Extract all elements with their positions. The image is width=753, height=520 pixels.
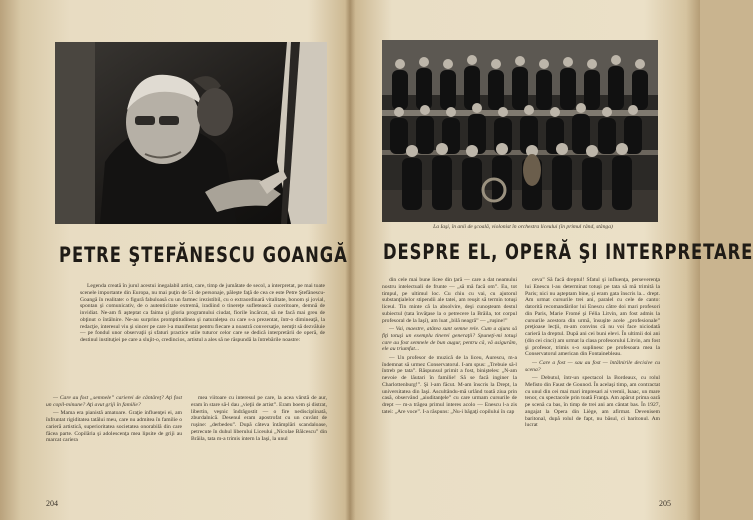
portrait-photo: [55, 42, 327, 224]
left-column-3: [191, 395, 327, 498]
left-page: [28, 0, 348, 520]
orchestra-photo: [382, 40, 658, 222]
answer-paragraph: — Un profesor de muzică de la liceu, Aurescu, m-a îndemnat să urmez Conservatorul. I-am spus: „Trebuie să-l întreb pe tata”. Răspunsul primit a fost, binişteles: „N-am nevoie de lăutari în familie! Să se facă inginer la Charlottenburg!”. Şi l-am făcut. M-am înscris la Drept, la universitatea din Iaşi. Ascultându-mă urlând toată ziua prin casă, observând „aiuditanţele” cu care urmam cursurile de drept — m-a trăgea primul interes acolo — Enescu l-a zis tatei: „Are voce”. I-a răspuns: „Nu-i băgaţi copilului în cap: [382, 354, 517, 415]
question-paragraph: — Care au fost „semnele” carierei de cântăreţ? Aţi fost un copil-minune? Aţi avut griji în familie?: [46, 395, 182, 408]
right-column-2: [525, 277, 660, 496]
right-page: [363, 0, 753, 520]
headline-left: PETRE ŞTEFĂNESCU GOANGĂ: [59, 243, 348, 267]
question-paragraph: — Vai, maestre, atâtea sunt semne rele. Cum a ajuns să fiţi totuşi un exemplu tinerei generaţii? Spuneţi-mi totuşi care au fost semnele de bun augur, pentru că, vă asigurăm, ele au triumfat...: [382, 326, 517, 353]
answer-paragraph: — Debutul, într-un spectacol la Bordeaux, cu rolul Mefisto din Faust de Gounod. În acelaşi timp, am contractat cu unul din cei mai mari impresari ai vremii, Isaac, un mare tenor, cu spectacole prin toată Franţa. Am apărut prima oară pe scenă ca bas, în timp de trei ani am cântat bas. În 1927, angajat la Opera din Liège, am afirmat. Devenisem baritonal, după rolul de fapt, nu băsul, ci baritonul. Am lucrat: [525, 375, 660, 429]
answer-paragraph: mea viitoare cu interesul pe care, la acea vârstă de aur, eram în stare să-l dau „vieţii de artist”. Eram boem şi distrat, libertin, veşnic îndrăgostit — o fire nedisciplinată, zburdalnică. Desenul eram apostrofat cu un cuvânt de ruşine: „derbedeu”. După câteva întâmplări scandaloase, petrecute în duhul liberului Liceului „Nicolae Bălcescu” din Brăila, tata m-a trimis intern la Iaşi, la unul: [191, 395, 327, 442]
page-number-right: 205: [659, 499, 671, 508]
answer-paragraph: ceva” Să facă dreptul! Sfatul şi influenţa, perseverenţa lui Enescu l-au determinat totuşi pe tata să mă trimită la Paris; nici nu aşteptam bine, şi eram gata înscris la... drept. Am urmat cursurile trei ani, paralel cu cele de canto: datorită recomandărilor lui Enescu către doi mari profesori din Paris, Marie Fromé şi Félia Litvin, am fost admis la cursurile acestora din urmă, însuşite acele „profesionale” preţioase lecţii, m-am convins că nu voi face niciodată carieră la dreptul. După ani cei buni elevi. În ultimii doi ani (din cei cinci) am urmat la clasa profesorului Litvin, am fost şi profesor, trimis s-o suplinesc pe profesoara mea la Conservatorul american din Fontainebleau.: [525, 277, 660, 358]
headline-right: DESPRE EL, OPERĂ ŞI INTERPRETARE: [383, 240, 753, 264]
answer-paragraph: din cele mai bune licee din ţară — care a dat neamului nostru intelectuali de frunte — „să mă facă om”. Eu, tot timpul, pe ultimul loc. Cu chiu cu vai, cu ajutorul substanţialelor stipendii ale tatei, am reuşit să termin totuşi liceul. Tin minte că la absolvire, deşi cunoşteam destul subiectul (tata învăţase la o petrecere la Brăila, tot corpul profesoral de la Iaşi), am luat „bilă neagră” — „ruşine!”: [382, 277, 517, 324]
right-column-1: [382, 277, 517, 496]
intro-column: [80, 283, 325, 391]
page-number-left: 204: [46, 499, 58, 508]
photo-caption: La Iaşi, în anii de şcoală, violonist în orchestra liceului (în primul rând, stânga): [433, 224, 613, 230]
question-paragraph: — Care a fost — sau au fost — întâlnirile decisive cu scena?: [525, 359, 660, 373]
answer-paragraph: — Mama era pianistă amatoare. Graţie influenţei ei, am înfruntat rigiditatea tatălui meu, care nu admitea în familie o carieră artistică, superioritatea societatea onorabilă din care făcea parte. Copilăria şi adolescenţa mea lipsite de griji au marcat cariera: [46, 410, 182, 444]
intro-paragraph: Legenda creată în jurul acestui inegalabil artist, care, timp de jumătate de secol, a interpretat, pe mai toate scenele importante din Europa, nu mai puţin de 51 de personaje, păleşte faţă de cea ce este Petre Ştefănescu-Goangă în realitate: o figură fabuloasă cu un farmec irezistibil, cu o extraordinară vitalitate, bonom şi jovial, spontan şi comunicativ, de o autenticitate extremă, iradiind o tinereţe sufletească cuceritoare, demnă de invidiat. Ne-am fi aşteptat ca faima şi gloria programului ciudat, fiorile încărcat, să ne facă mai greu de obţinut o întâlnire. Ne-au surprins promptitudinea şi naturaleţea cu care s-a prezentat, într-o dimineaţă, la redacţie, interesul viu şi sincer pe care l-a manifestat pentru fiecare a noastră conversaţie, nemţit să dezvăluie — pe fondul unor observaţii şi sfaturi practice utile tuturor celor care se dedică interpretării de operă, de destinul instituţiei pe care a slujit-o, credincios, artistul a ales să ne răspundă la întrebările noastre:: [80, 283, 325, 343]
left-column-2: [46, 395, 182, 498]
